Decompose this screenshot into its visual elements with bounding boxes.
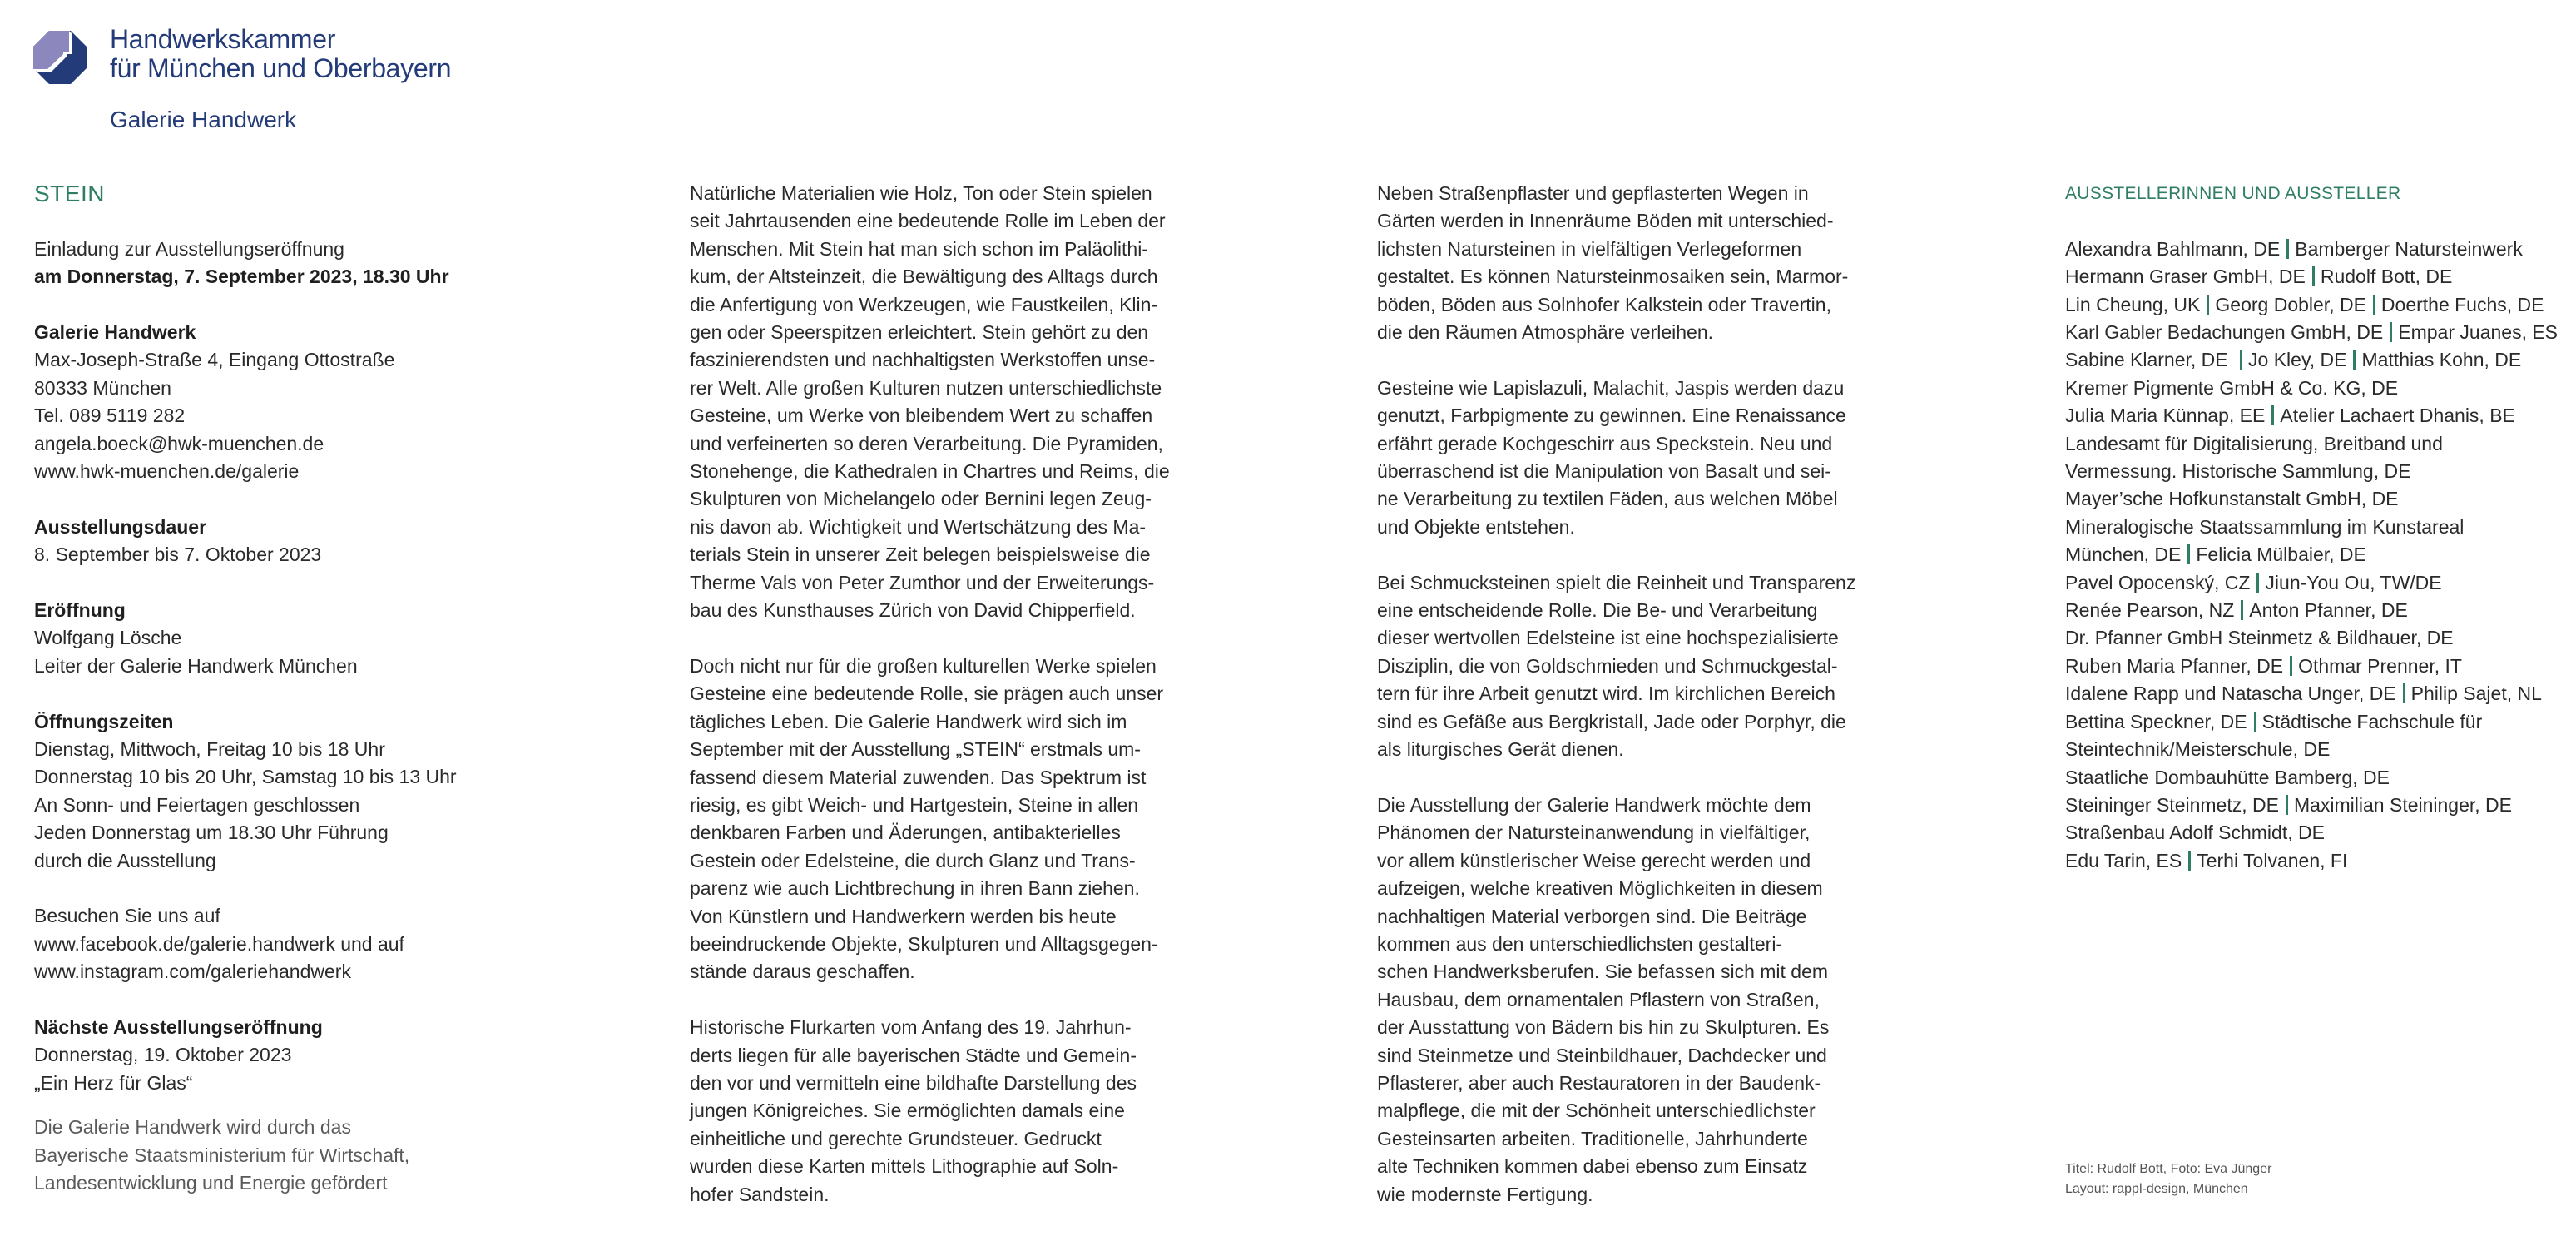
paragraph-line: gestaltet. Es können Natursteinmosaiken sein, Marmor- — [1377, 266, 1849, 288]
paragraph-line: Therme Vals von Peter Zumthor und der Erweiterungs- — [690, 571, 1155, 593]
exhibitor-row — [2065, 680, 2576, 707]
exhibitor-row — [2065, 569, 2576, 597]
paragraph-line: bau des Kunsthauses Zürich von David Chipperfield. — [690, 599, 1136, 622]
paragraph-line: Skulpturen von Michelangelo oder Bernini legen Zeug- — [690, 488, 1152, 510]
exhibitor-name: Maximilian Steininger, DE — [2293, 793, 2513, 816]
credits — [2065, 1159, 2271, 1199]
paragraph-line: Hausbau, dem ornamentalen Pflastern von Straßen, — [1377, 988, 1820, 1010]
exhibitor-row — [2065, 847, 2576, 875]
exhibitor-name: Dr. Pfanner GmbH Steinmetz & Bildhauer, DE — [2065, 627, 2454, 649]
exhibitor-name: Steininger Steinmetz, DE — [2065, 793, 2279, 816]
exhibitor-name: Lin Cheung, UK — [2065, 293, 2201, 315]
exhibitor-row — [2065, 458, 2576, 485]
paragraph — [690, 1014, 1206, 1209]
credit-title: Titel: Rudolf Bott, Foto: Eva Jünger — [2065, 1162, 2272, 1176]
venue-city: 80333 München — [34, 376, 171, 399]
paragraph-line: Historische Flurkarten vom Anfang des 19. Jahrhun- — [690, 1016, 1132, 1039]
paragraph-line: tern für ihre Arbeit genutzt wird. Im kirchlichen Bereich — [1377, 683, 1835, 705]
paragraph-line: denkbaren Farben und Äderungen, antibakterielles — [690, 822, 1121, 844]
paragraph-line: Gestein oder Edelsteine, die durch Glanz und Trans- — [690, 849, 1136, 871]
venue-website-link[interactable]: www.hwk-muenchen.de/galerie — [34, 460, 300, 483]
separator-bar-icon — [2390, 322, 2392, 342]
paragraph-line: jungen Königreiches. Sie ermöglichten damals eine — [690, 1100, 1125, 1122]
exhibitor-name: Julia Maria Künnap, EE — [2065, 405, 2266, 427]
paragraph-line: terials Stein in unserer Zeit belegen beispielsweise die — [690, 544, 1151, 566]
paragraph-line: Gesteine, um Werke von bleibendem Wert zu schaffen — [690, 405, 1153, 427]
paragraph — [1377, 180, 1893, 346]
exhibitors-column — [2065, 180, 2576, 875]
paragraph-line: sind es Gefäße aus Bergkristall, Jade oder Porphyr, die — [1377, 710, 1846, 732]
duration-heading: Ausstellungsdauer — [34, 515, 207, 538]
paragraph-line: den vor und vermitteln eine bildhafte Darstellung des — [690, 1071, 1137, 1094]
exhibitor-name: Mayer’sche Hofkunstanstalt GmbH, DE — [2065, 488, 2399, 510]
exhibitor-row — [2065, 541, 2576, 568]
exhibitor-row — [2065, 319, 2576, 346]
next-exhibition-date: Donnerstag, 19. Oktober 2023 — [34, 1044, 292, 1066]
separator-bar-icon — [2187, 544, 2190, 564]
paragraph-line: Menschen. Mit Stein hat man sich schon im Paläolithi- — [690, 237, 1148, 260]
opening-heading: Eröffnung — [34, 599, 126, 622]
separator-bar-icon — [2207, 295, 2209, 315]
paragraph-line: und verfeinerten so deren Verarbeitung. Die Pyramiden, — [690, 432, 1163, 454]
paragraph-line: einheitliche und gerechte Grundsteuer. Gedruckt — [690, 1127, 1102, 1149]
paragraph-line: malpflege, die mit der Schönheit unterschiedlichster — [1377, 1100, 1816, 1122]
exhibitor-name: Sabine Klarner, DE — [2065, 349, 2234, 371]
paragraph-line: Phänomen der Natursteinanwendung in vielfältiger, — [1377, 822, 1811, 844]
paragraph-line: sind Steinmetze und Steinbildhauer, Dachdecker und — [1377, 1044, 1827, 1066]
separator-bar-icon — [2240, 350, 2242, 370]
exhibitor-name: Renée Pearson, NZ — [2065, 599, 2235, 622]
paragraph-line: Stonehenge, die Kathedralen in Chartres und Reims, die — [690, 460, 1170, 483]
opening-speaker: Wolfgang Lösche — [34, 627, 182, 649]
exhibitor-name: Rudolf Bott, DE — [2320, 266, 2453, 288]
exhibitor-name: Terhi Tolvanen, FI — [2197, 849, 2348, 871]
exhibitor-row — [2065, 291, 2576, 319]
exhibitor-row — [2065, 764, 2576, 792]
exhibitor-name: Doerthe Fuchs, DE — [2380, 293, 2544, 315]
separator-bar-icon — [2254, 712, 2256, 732]
paragraph-line: genutzt, Farbpigmente zu gewinnen. Eine Renaissance — [1377, 405, 1846, 427]
hours-line: Donnerstag 10 bis 20 Uhr, Samstag 10 bis 13 Uhr — [34, 766, 457, 788]
hours-line: durch die Ausstellung — [34, 849, 216, 871]
paragraph-line: aufzeigen, welche kreativen Möglichkeiten in diesem — [1377, 877, 1823, 900]
paragraph-line: Gesteinsarten arbeiten. Traditionelle, Jahrhunderte — [1377, 1127, 1808, 1149]
paragraph-line: fassend diesem Material zuwenden. Das Spektrum ist — [690, 766, 1147, 788]
exhibitor-row — [2065, 485, 2576, 513]
paragraph — [1377, 792, 1893, 1209]
exhibitor-name: Mineralogische Staatssammlung im Kunstareal — [2065, 515, 2465, 538]
paragraph-line: Gärten werden in Innenräume Böden mit unterschied- — [1377, 210, 1834, 232]
paragraph-line: nachhaltigen Material verborgen sind. Die Beiträge — [1377, 905, 1807, 927]
paragraph-line: kum, der Altsteinzeit, die Bewältigung des Alltags durch — [690, 266, 1158, 288]
instagram-link[interactable]: www.instagram.com/galeriehandwerk — [34, 961, 351, 983]
exhibitor-list — [2065, 236, 2576, 875]
facebook-link[interactable]: www.facebook.de/galerie.handwerk und auf — [34, 932, 404, 955]
paragraph-line: gen oder Speerspitzen erleichtert. Stein gehört zu den — [690, 321, 1149, 344]
exhibitor-name: Landesamt für Digitalisierung, Breitband und — [2065, 432, 2443, 454]
exhibitor-name: Atelier Lachaert Dhanis, BE — [2280, 405, 2515, 427]
next-exhibition-heading: Nächste Ausstellungseröffnung — [34, 1016, 323, 1039]
paragraph — [1377, 569, 1893, 764]
paragraph-line: als liturgisches Gerät dienen. — [1377, 738, 1624, 761]
separator-bar-icon — [2373, 295, 2375, 315]
paragraph-line: Disziplin, die von Goldschmieden und Schmuckgestal- — [1377, 654, 1838, 677]
exhibitor-row — [2065, 597, 2576, 624]
separator-bar-icon — [2403, 683, 2405, 703]
exhibitor-name: Bettina Speckner, DE — [2065, 710, 2247, 732]
paragraph-line: parenz wie auch Lichtbrechung in ihren Bann ziehen. — [690, 877, 1140, 900]
exhibitor-row — [2065, 236, 2576, 263]
paragraph-line: kommen aus den unterschiedlichsten gestalteri- — [1377, 932, 1783, 955]
exhibitor-name: Karl Gabler Bedachungen GmbH, DE — [2065, 321, 2384, 344]
exhibitor-name: Jiun-You Ou, TW/DE — [2265, 571, 2442, 593]
exhibitor-name: Felicia Mülbaier, DE — [2196, 544, 2366, 566]
separator-bar-icon — [2290, 656, 2292, 676]
paragraph-line: beeindruckende Objekte, Skulpturen und Alltagsgegen- — [690, 932, 1158, 955]
exhibition-title: STEIN — [34, 181, 105, 206]
separator-bar-icon — [2241, 600, 2243, 620]
paragraph — [690, 653, 1206, 986]
separator-bar-icon — [2286, 795, 2288, 815]
venue-phone[interactable]: Tel. 089 5119 282 — [34, 405, 186, 427]
paragraph-line: Gesteine wie Lapislazuli, Malachit, Jaspis werden dazu — [1377, 376, 1845, 399]
paragraph-line: die den Räumen Atmosphäre verleihen. — [1377, 321, 1714, 344]
body-text-column — [1377, 180, 1893, 1209]
exhibitor-row — [2065, 375, 2576, 402]
paragraph-line: riesig, es gibt Weich- und Hartgestein, Steine in allen — [690, 793, 1139, 816]
organization-name — [110, 25, 451, 83]
paragraph-line: böden, Böden aus Solnhofer Kalkstein oder Travertin, — [1377, 293, 1831, 315]
paragraph-line: der Ausstattung von Bädern bis hin zu Skulpturen. Es — [1377, 1016, 1830, 1039]
exhibitor-name: Staatliche Dombauhütte Bamberg, DE — [2065, 766, 2390, 788]
exhibitor-name: Städtische Fachschule für — [2261, 710, 2483, 732]
exhibitor-name: Georg Dobler, DE — [2215, 293, 2366, 315]
exhibitor-name: Hermann Graser GmbH, DE — [2065, 266, 2306, 288]
separator-bar-icon — [2188, 851, 2191, 871]
exhibitor-name: Idalene Rapp und Natascha Unger, DE — [2065, 683, 2396, 705]
paragraph-line: wurden diese Karten mittels Lithographie auf Soln- — [690, 1155, 1119, 1178]
exhibitor-row — [2065, 624, 2576, 652]
paragraph-line: Bei Schmucksteinen spielt die Reinheit und Transparenz — [1377, 571, 1856, 593]
separator-bar-icon — [2286, 239, 2289, 259]
exhibitor-row — [2065, 653, 2576, 680]
exhibitor-name: Straßenbau Adolf Schmidt, DE — [2065, 822, 2325, 844]
paragraph-line: und Objekte entstehen. — [1377, 515, 1575, 538]
paragraph-line: Neben Straßenpflaster und gepflasterten Wegen in — [1377, 182, 1809, 204]
paragraph-line: Pflasterer, aber auch Restauratoren in der Baudenk- — [1377, 1071, 1821, 1094]
exhibitors-heading: AUSSTELLERINNEN UND AUSSTELLER — [2065, 184, 2401, 203]
paragraph-line: die Anfertigung von Werkzeugen, wie Faustkeilen, Klin- — [690, 293, 1158, 315]
exhibitor-name: Matthias Kohn, DE — [2361, 349, 2522, 371]
paragraph-line: Die Ausstellung der Galerie Handwerk möchte dem — [1377, 793, 1811, 816]
paragraph-line: erfährt gerade Kochgeschirr aus Speckstein. Neu und — [1377, 432, 1833, 454]
exhibitor-name: Steintechnik/Meisterschule, DE — [2065, 738, 2331, 761]
exhibitor-name: Alexandra Bahlmann, DE — [2065, 237, 2281, 260]
exhibitor-name: Vermessung. Historische Sammlung, DE — [2065, 460, 2411, 483]
sponsor-line: Bayerische Staatsministerium für Wirtschaft, — [34, 1144, 410, 1166]
exhibitor-name: Jo Kley, DE — [2248, 349, 2347, 371]
paragraph-line: stände daraus geschaffen. — [690, 961, 915, 983]
gallery-name: Galerie Handwerk — [110, 107, 297, 132]
paragraph-line: lichsten Natursteinen in vielfältigen Verlegeformen — [1377, 237, 1802, 260]
exhibitor-row — [2065, 708, 2576, 736]
paragraph-line: vor allem künstlerischer Weise gerecht werden und — [1377, 849, 1811, 871]
paragraph — [690, 180, 1206, 625]
separator-bar-icon — [2271, 405, 2274, 425]
paragraph-line: seit Jahrtausenden eine bedeutende Rolle im Leben der — [690, 210, 1166, 232]
separator-bar-icon — [2312, 266, 2315, 286]
paragraph-line: nis davon ab. Wichtigkeit und Wertschätzung des Ma- — [690, 515, 1147, 538]
hwk-logo-icon — [33, 31, 87, 84]
exhibitor-row — [2065, 819, 2576, 846]
exhibitor-name: Edu Tarin, ES — [2065, 849, 2182, 871]
exhibitor-name: Philip Sajet, NL — [2410, 683, 2542, 705]
hours-line: Dienstag, Mittwoch, Freitag 10 bis 18 Uhr — [34, 738, 385, 761]
venue-address: Max-Joseph-Straße 4, Eingang Ottostraße — [34, 349, 395, 371]
paragraph-line: schen Handwerksberufen. Sie befassen sich mit dem — [1377, 961, 1829, 983]
info-column — [34, 180, 617, 1198]
exhibitor-name: München, DE — [2065, 544, 2182, 566]
exhibitor-name: Ruben Maria Pfanner, DE — [2065, 654, 2284, 677]
venue-email-link[interactable]: angela.boeck@hwk-muenchen.de — [34, 432, 324, 454]
exhibitor-row — [2065, 430, 2576, 458]
separator-bar-icon — [2353, 350, 2356, 370]
separator-bar-icon — [2256, 573, 2259, 593]
paragraph-line: tägliches Leben. Die Galerie Handwerk wird sich im — [690, 710, 1127, 732]
exhibitor-row — [2065, 402, 2576, 429]
sponsor-line: Die Galerie Handwerk wird durch das — [34, 1116, 351, 1139]
paragraph — [1377, 375, 1893, 541]
paragraph-line: überraschend ist die Manipulation von Basalt und sei- — [1377, 460, 1831, 483]
hours-line: Jeden Donnerstag um 18.30 Uhr Führung — [34, 822, 389, 844]
exhibitor-name: Pavel Opocenský, CZ — [2065, 571, 2251, 593]
exhibitor-row — [2065, 263, 2576, 290]
hours-heading: Öffnungszeiten — [34, 710, 174, 732]
org-line-2: für München und Oberbayern — [110, 53, 452, 83]
exhibitor-row — [2065, 346, 2576, 374]
paragraph-line: ne Verarbeitung zu textilen Fäden, aus welchen Möbel — [1377, 488, 1838, 510]
paragraph-line: Von Künstlern und Handwerkern werden bis heute — [690, 905, 1117, 927]
org-line-1: Handwerkskammer — [110, 24, 336, 54]
paragraph-line: rer Welt. Alle großen Kulturen nutzen unterschiedlichste — [690, 376, 1162, 399]
paragraph-line: Doch nicht nur für die großen kulturellen Werke spielen — [690, 654, 1157, 677]
exhibitor-name: Anton Pfanner, DE — [2249, 599, 2408, 622]
credit-layout: Layout: rappl-design, München — [2065, 1182, 2248, 1196]
paragraph-line: September mit der Ausstellung „STEIN“ erstmals um- — [690, 738, 1141, 761]
paragraph-line: hofer Sandstein. — [690, 1183, 830, 1205]
paragraph-line: alte Techniken kommen dabei ebenso zum Einsatz — [1377, 1155, 1808, 1178]
intro-text-column — [690, 180, 1206, 1209]
paragraph-line: eine entscheidende Rolle. Die Be- und Verarbeitung — [1377, 599, 1818, 622]
exhibitor-name: Empar Juanes, ES — [2398, 321, 2559, 344]
opening-speaker-role: Leiter der Galerie Handwerk München — [34, 654, 358, 677]
exhibitor-name: Bamberger Natursteinwerk — [2295, 237, 2523, 260]
sponsor-line: Landesentwicklung und Energie gefördert — [34, 1172, 388, 1194]
paragraph-line: faszinierendsten und nachhaltigsten Werkstoffen unse- — [690, 349, 1156, 371]
exhibitor-row — [2065, 792, 2576, 819]
venue-heading: Galerie Handwerk — [34, 321, 196, 343]
invite-date: am Donnerstag, 7. September 2023, 18.30 Uhr — [34, 266, 449, 288]
exhibitor-name: Othmar Prenner, IT — [2298, 654, 2462, 677]
paragraph-line: derts liegen für alle bayerischen Städte und Gemein- — [690, 1044, 1137, 1066]
paragraph-line: Natürliche Materialien wie Holz, Ton oder Stein spielen — [690, 182, 1152, 204]
paragraph-line: dieser wertvollen Edelsteine ist eine hochspezialisierte — [1377, 627, 1839, 649]
social-intro: Besuchen Sie uns auf — [34, 905, 220, 927]
exhibitor-name: Kremer Pigmente GmbH & Co. KG, DE — [2065, 376, 2399, 399]
exhibitor-row — [2065, 736, 2576, 763]
next-exhibition-title: „Ein Herz für Glas“ — [34, 1071, 193, 1094]
hours-line: An Sonn- und Feiertagen geschlossen — [34, 793, 360, 816]
duration-text: 8. September bis 7. Oktober 2023 — [34, 544, 322, 566]
invite-line: Einladung zur Ausstellungseröffnung — [34, 237, 344, 260]
exhibitor-row — [2065, 514, 2576, 541]
paragraph-line: Gesteine eine bedeutende Rolle, sie prägen auch unser — [690, 683, 1164, 705]
paragraph-line: wie modernste Fertigung. — [1377, 1183, 1593, 1205]
